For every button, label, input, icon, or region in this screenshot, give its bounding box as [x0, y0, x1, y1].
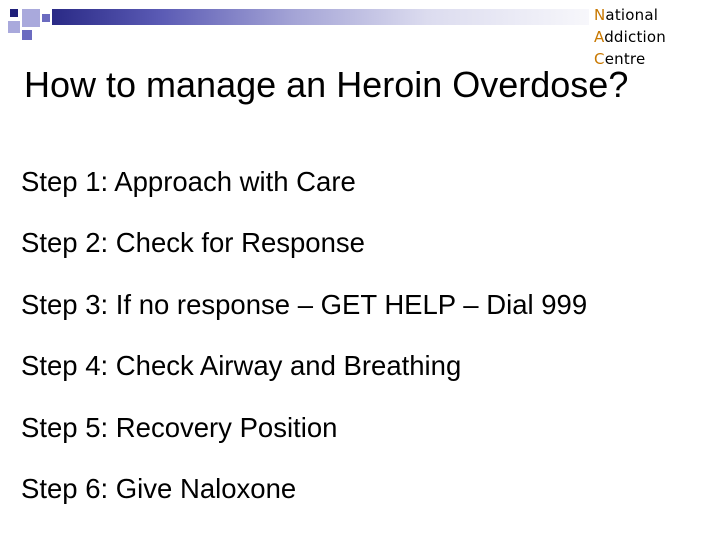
logo-word: ddiction	[604, 28, 666, 46]
header-gradient-bar	[52, 9, 589, 25]
step-item: Step 5: Recovery Position	[21, 411, 338, 443]
logo-line	[594, 26, 666, 48]
logo-word: entre	[604, 50, 646, 68]
decor-square-mid-2	[22, 30, 32, 40]
decor-square-mid	[42, 14, 50, 22]
decor-square-dark	[10, 9, 18, 17]
logo-line	[594, 4, 666, 26]
step-item: Step 4: Check Airway and Breathing	[21, 350, 462, 382]
logo-initial: A	[594, 28, 605, 46]
step-item: Step 6: Give Naloxone	[21, 472, 297, 504]
slide-title: How to manage an Heroin Overdose?	[24, 64, 629, 105]
logo-initial: C	[594, 50, 605, 68]
decor-square-light-2	[8, 21, 20, 33]
logo-initial: N	[594, 6, 606, 24]
step-item: Step 3: If no response – GET HELP – Dial 999	[21, 288, 588, 320]
decor-square-light	[22, 9, 40, 27]
step-item: Step 1: Approach with Care	[21, 166, 356, 197]
steps-list	[21, 163, 587, 531]
logo-word: ational	[605, 6, 659, 24]
organisation-logo	[594, 4, 666, 70]
step-item: Step 2: Check for Response	[21, 227, 365, 259]
